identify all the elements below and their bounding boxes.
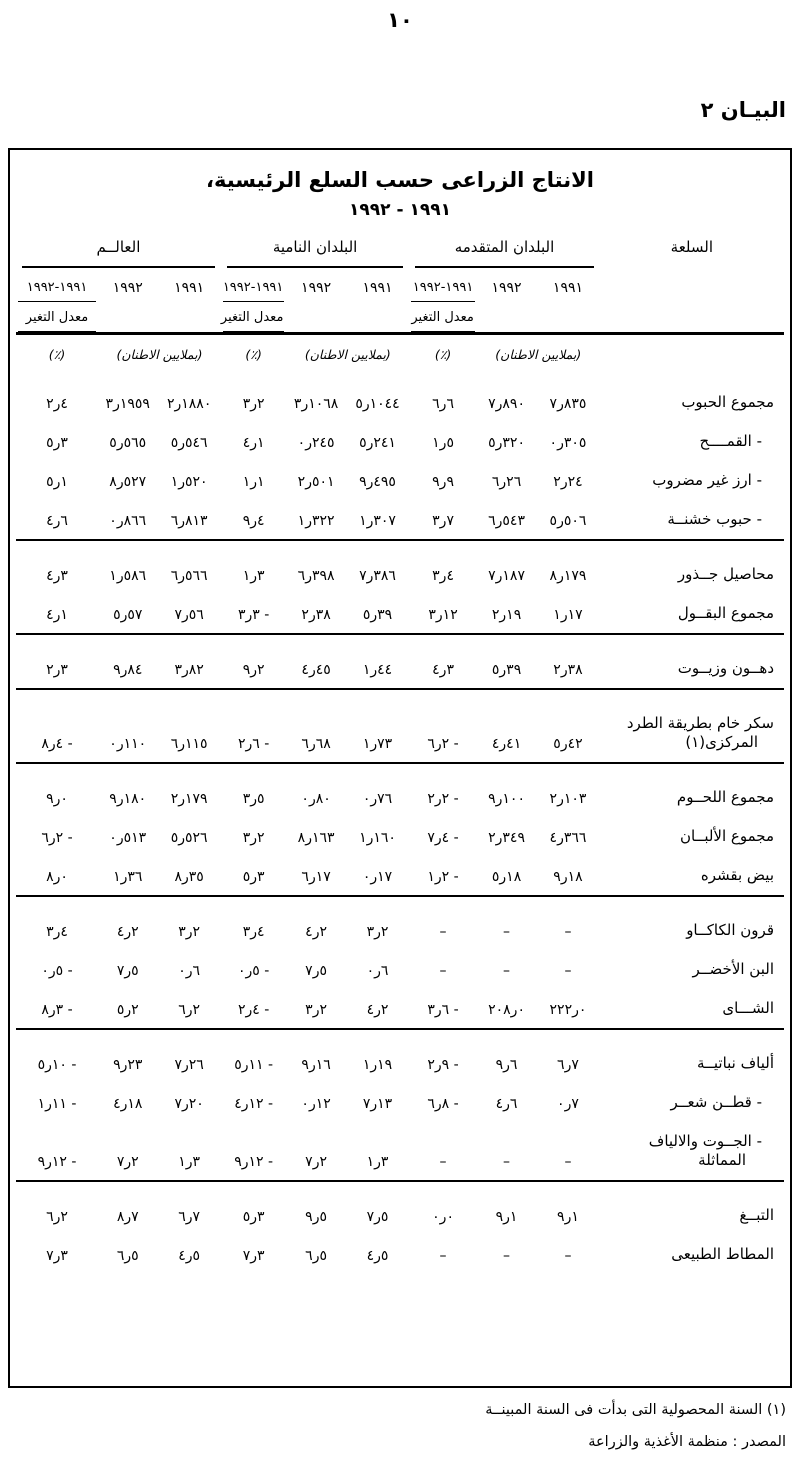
value-cell: – — [536, 896, 599, 950]
year-header-1991: ١٩٩١ — [362, 280, 393, 296]
value-cell: ٥٠١ر٢ — [297, 474, 335, 490]
commodity-label: محاصيل جــذور — [600, 540, 784, 594]
year-range-label: ١٩٩١-١٩٩٢ — [223, 268, 285, 302]
value-cell: ١٠٣ر٢ — [536, 763, 599, 817]
value-cell: ٣٥ر٨ — [174, 869, 204, 885]
value-cell: ١٨٧ر٧ — [477, 540, 536, 594]
value-cell: ٣٩٨ر٦ — [286, 540, 345, 594]
change-column-header — [409, 268, 477, 334]
value-cell: – — [564, 1154, 572, 1170]
value-cell: ٨٤ر٩ — [98, 634, 157, 689]
value-cell: ٥ر٤ — [178, 1248, 201, 1264]
value-cell: ٠ر٢٢٢ — [549, 1002, 587, 1018]
value-cell: ٥٦ر٧ — [174, 607, 204, 623]
value-cell: – — [439, 1154, 447, 1170]
value-cell: ٥١٣ر٠ — [109, 830, 147, 846]
commodity-label: بيض بقشره — [700, 866, 774, 884]
value-cell: ٢ر٣ — [242, 396, 265, 412]
value-cell: ٣ر٤ — [409, 634, 477, 689]
commodity-label: سكر خام بطريقة الطرد المركزى(١) — [600, 689, 784, 763]
value-cell: ١٧٩ر٨ — [536, 540, 599, 594]
year-header-1991: ١٩٩١ — [552, 280, 583, 296]
change-column-header — [16, 268, 98, 334]
value-cell: ٢ر٤ — [286, 896, 345, 950]
commodity-label: التبــغ — [600, 1181, 784, 1235]
value-cell: - ٢ر٢ — [409, 763, 477, 817]
value-cell: ٢٤١ر٥ — [359, 435, 396, 451]
value-cell: ٣٠٧ر١ — [359, 513, 396, 529]
value-cell: ٦ر٤ — [495, 1096, 518, 1112]
value-cell: - ١١ر١ — [37, 1096, 77, 1112]
value-cell: ١٢ر٣ — [428, 607, 458, 623]
value-cell: ٣٦ر١ — [113, 869, 143, 885]
value-cell: ٦ر٠ — [366, 963, 389, 979]
value-cell: ٢ر٦ — [16, 1181, 98, 1235]
value-cell: ٣٦٦ر٤ — [549, 830, 587, 846]
value-cell: ١٠٤٤ر٥ — [355, 396, 400, 412]
value-cell: ٤ر٣ — [409, 540, 477, 594]
value-cell: ٣ر٥ — [242, 869, 265, 885]
value-cell: ٥٧ر٥ — [113, 607, 143, 623]
value-cell: ٥ر٣ — [221, 763, 287, 817]
value-cell: ٨٢ر٣ — [157, 634, 220, 689]
value-cell: ٩ر٩ — [432, 474, 454, 490]
value-cell: ١٨ر٤ — [113, 1096, 143, 1112]
data-table — [16, 234, 784, 1274]
value-cell: – — [409, 896, 477, 950]
value-cell: ٨٣٥ر٧ — [549, 396, 587, 412]
value-cell: – — [503, 1154, 511, 1170]
value-cell: - ٢ر١ — [427, 869, 459, 885]
value-cell: ٠ر٨ — [46, 869, 68, 885]
value-cell: ٢ر٤ — [366, 1002, 389, 1018]
value-cell: ٣٠٥ر٠ — [549, 435, 587, 451]
value-cell: - ٤ر٧ — [427, 830, 459, 846]
table-row — [16, 817, 784, 856]
value-cell: – — [439, 963, 447, 979]
value-cell: ١٩ر٢ — [491, 607, 522, 623]
commodity-label: - القمــــح — [699, 432, 762, 450]
table-row — [16, 540, 784, 594]
table-row — [16, 500, 784, 540]
value-cell: ٥ر٧ — [346, 1181, 409, 1235]
value-cell: ٣ر٥ — [46, 435, 68, 451]
value-cell: ٥ر٩ — [286, 1181, 345, 1235]
value-cell: ٤ر٢ — [46, 396, 68, 412]
value-cell: – — [503, 963, 511, 979]
units-tons-label: (بملايين الاطنان) — [477, 334, 600, 367]
value-cell: ٢ر٦ — [178, 1002, 201, 1018]
value-cell: ٤ر٣ — [16, 896, 98, 950]
page-number: ١٠ — [387, 8, 413, 32]
value-cell: ٧ر٦ — [536, 1029, 599, 1083]
value-cell: ٥٨٦ر١ — [98, 540, 157, 594]
table-row — [16, 461, 784, 500]
value-cell: - ٢ر٦ — [41, 830, 73, 846]
units-percent-label: (٪) — [409, 334, 477, 367]
group-label: البلدان المتقدمه — [415, 234, 593, 268]
table-row — [16, 634, 784, 689]
table-row — [16, 1181, 784, 1235]
value-cell: ٥ر٦ — [116, 1248, 139, 1264]
value-cell: ٣ر١ — [178, 1154, 201, 1170]
group-header-developed — [409, 234, 599, 268]
value-cell: ٦ر٤ — [46, 513, 68, 529]
table-row — [16, 950, 784, 989]
value-cell: ١٩ر١ — [346, 1029, 409, 1083]
value-cell: – — [503, 1248, 511, 1264]
value-cell: ٥ر٧ — [305, 963, 327, 979]
value-cell: - ٩ر٢ — [409, 1029, 477, 1083]
footnote-1: (١) السنة المحصولية التى بدأت فى السنة المبينــة — [485, 1402, 786, 1418]
value-cell: ٣ر٢ — [16, 634, 98, 689]
value-cell: - ٥ر٠ — [41, 963, 73, 979]
table-row — [16, 896, 784, 950]
commodity-label: - قطــن شعــر — [670, 1093, 762, 1111]
table-frame — [8, 148, 792, 1388]
value-cell: ٤١ر٤ — [477, 689, 536, 763]
value-cell: ١ر٩ — [477, 1181, 536, 1235]
value-cell: ٤٩٥ر٩ — [359, 474, 396, 490]
commodity-label: مجموع البقــول — [677, 604, 774, 622]
group-header-world — [16, 234, 221, 268]
value-cell: ٦ر٠ — [178, 963, 201, 979]
change-rate-label: معدل التغير — [223, 302, 285, 332]
value-cell: - ١٢ر٩ — [37, 1154, 77, 1170]
value-cell: ١٦٠ر١ — [359, 830, 396, 846]
value-cell: – — [439, 1248, 447, 1264]
value-cell: ٣٩ر٥ — [362, 607, 393, 623]
value-cell: ١٢ر٠ — [301, 1096, 331, 1112]
source-note: المصدر : منظمة الأغذية والزراعة — [588, 1434, 786, 1450]
value-cell: ١ر٤ — [242, 435, 265, 451]
value-cell: ٢ر٣ — [346, 896, 409, 950]
units-percent-label: (٪) — [16, 334, 98, 367]
value-cell: ١١٥ر٦ — [157, 689, 220, 763]
units-row — [16, 334, 784, 367]
value-cell: ١ر٩ — [536, 1181, 599, 1235]
value-cell: ١ر١ — [242, 474, 265, 490]
change-column-header — [221, 268, 287, 334]
table-title: الانتاج الزراعى حسب السلع الرئيسية، — [206, 168, 594, 192]
value-cell: ١٨ر٥ — [491, 869, 522, 885]
value-cell: ٣ر١ — [366, 1154, 389, 1170]
value-cell: - ٣ر٣ — [237, 607, 270, 623]
value-cell: ٢٤٥ر٠ — [297, 435, 335, 451]
value-cell: ١ر٤ — [46, 607, 68, 623]
value-cell: - ١١ر٥ — [221, 1029, 287, 1083]
value-cell: ٣ر١ — [221, 540, 287, 594]
value-cell: ٥٦٦ر٦ — [157, 540, 220, 594]
value-cell: ٣ر٥ — [221, 1181, 287, 1235]
value-cell: ٣ر٤ — [16, 540, 98, 594]
value-cell: ٥ر٦ — [305, 1248, 327, 1264]
value-cell: - ١٠ر٥ — [16, 1029, 98, 1083]
table-row — [16, 366, 784, 422]
year-range-label: ١٩٩١-١٩٩٢ — [411, 268, 475, 302]
units-tons-label: (بملايين الاطنان) — [286, 334, 409, 367]
value-cell: ٨٩٠ر٧ — [488, 396, 525, 412]
value-cell: ٢٦ر٧ — [157, 1029, 220, 1083]
value-cell: ٦ر٩ — [477, 1029, 536, 1083]
value-cell: ٧ر٨ — [98, 1181, 157, 1235]
value-cell: – — [477, 896, 536, 950]
units-percent-label: (٪) — [221, 334, 287, 367]
group-header-developing — [221, 234, 409, 268]
table-body — [16, 366, 784, 1274]
value-cell: ٧٣ر١ — [346, 689, 409, 763]
value-cell: ٢ر٤ — [98, 896, 157, 950]
value-cell: ٣ر٧ — [242, 1248, 265, 1264]
value-cell: ٣٢٠ر٥ — [488, 435, 525, 451]
value-cell: ٥ر٧ — [116, 963, 139, 979]
year-header-1992: ١٩٩٢ — [491, 280, 522, 296]
value-cell: ٥٢٠ر١ — [170, 474, 208, 490]
table-row — [16, 1029, 784, 1083]
year-header-1991: ١٩٩١ — [174, 280, 205, 296]
value-cell: ١٦٣ر٨ — [297, 830, 335, 846]
value-cell: ٧٦ر٠ — [346, 763, 409, 817]
value-cell: ٢ر٣ — [305, 1002, 327, 1018]
value-cell: ٧ر٣ — [432, 513, 454, 529]
value-cell: - ٤ر٨ — [16, 689, 98, 763]
year-header-1992: ١٩٩٢ — [301, 280, 332, 296]
value-cell: ٣ر٧ — [46, 1248, 68, 1264]
group-label: البلدان النامية — [227, 234, 403, 268]
value-cell: ٢ر٥ — [116, 1002, 139, 1018]
value-cell: ١٨٠ر٩ — [98, 763, 157, 817]
value-cell: ٣٤٩ر٢ — [488, 830, 525, 846]
table-row — [16, 1122, 784, 1181]
value-cell: ١٦ر٩ — [286, 1029, 345, 1083]
value-cell: - ٥ر٠ — [237, 963, 270, 979]
commodity-label: قرون الكاكــاو — [600, 896, 784, 950]
value-cell: ٥٤٣ر٦ — [488, 513, 525, 529]
change-rate-label: معدل التغير — [18, 302, 96, 332]
value-cell: ٣٨٦ر٧ — [346, 540, 409, 594]
value-cell: ٦٨ر٦ — [286, 689, 345, 763]
value-cell: ١٨٨٠ر٢ — [166, 396, 212, 412]
value-cell: ١١٠ر٠ — [98, 689, 157, 763]
year-header-1992: ١٩٩٢ — [112, 280, 143, 296]
value-cell: ٢٤ر٢ — [553, 474, 583, 490]
value-cell: ٥٦٥ر٥ — [109, 435, 147, 451]
value-cell: ١٧٩ر٢ — [157, 763, 220, 817]
value-cell: ٠ر٩ — [16, 763, 98, 817]
value-cell: ٤ر٩ — [242, 513, 265, 529]
value-cell: ٢٠ر٧ — [174, 1096, 204, 1112]
value-cell: ٠ر٢٠٨ — [488, 1002, 525, 1018]
value-cell: ٨٦٦ر٠ — [109, 513, 147, 529]
value-cell: ٢ر٣ — [157, 896, 220, 950]
commodity-label: مجموع الألبــان — [679, 827, 774, 845]
value-cell: – — [564, 963, 572, 979]
value-cell: ٢ر٧ — [305, 1154, 327, 1170]
value-cell: ٥٤٦ر٥ — [170, 435, 208, 451]
value-cell: – — [564, 1248, 572, 1264]
value-cell: ١٨ر٩ — [553, 869, 583, 885]
value-cell: - ١٢ر٤ — [234, 1096, 274, 1112]
value-cell: - ٢ر٦ — [409, 689, 477, 763]
value-cell: ٠ر٠ — [409, 1181, 477, 1235]
table-row — [16, 856, 784, 896]
value-cell: ٣٨ر٢ — [536, 634, 599, 689]
value-cell: ٢٦ر٦ — [491, 474, 522, 490]
commodity-header-label: السلعة — [670, 238, 714, 256]
commodity-label: البن الأخضــر — [692, 960, 774, 978]
value-cell: - ٦ر٢ — [221, 689, 287, 763]
value-cell: ٢ر٩ — [221, 634, 287, 689]
group-label: العالــم — [22, 234, 215, 268]
commodity-label: مجموع اللحــوم — [600, 763, 784, 817]
commodity-label: - الجــوت والالياف المماثلة — [648, 1132, 762, 1169]
value-cell: - ٨ر٦ — [427, 1096, 459, 1112]
value-cell: ٢ر٣ — [242, 830, 265, 846]
value-cell: ١٧ر٦ — [301, 869, 331, 885]
commodity-label: - حبوب خشنــة — [667, 510, 762, 528]
change-rate-label: معدل التغير — [411, 302, 475, 332]
value-cell: ٣٢٢ر١ — [297, 513, 335, 529]
value-cell: ٢ر٧ — [116, 1154, 139, 1170]
value-cell: ٥ر٤ — [366, 1248, 389, 1264]
commodity-label: دهــون وزيــوت — [600, 634, 784, 689]
value-cell: ٦ر٦ — [432, 396, 454, 412]
commodity-column-header — [600, 234, 784, 334]
value-cell: - ٤ر٢ — [237, 1002, 270, 1018]
value-cell: ١٩٥٩ر٣ — [105, 396, 150, 412]
value-cell: ٤٢ر٥ — [536, 689, 599, 763]
value-cell: ٥٠٦ر٥ — [549, 513, 587, 529]
value-cell: ١٠٠ر٩ — [477, 763, 536, 817]
value-cell: ٧ر٦ — [157, 1181, 220, 1235]
commodity-label: الشـــاى — [722, 999, 774, 1017]
table-row — [16, 763, 784, 817]
commodity-label: مجموع الحبوب — [681, 393, 774, 411]
value-cell: ١٣ر٧ — [362, 1096, 393, 1112]
commodity-label: ألياف نباتيــة — [600, 1029, 784, 1083]
value-cell: ٤٥ر٤ — [286, 634, 345, 689]
value-cell: ١٠٦٨ر٣ — [293, 396, 339, 412]
units-tons-label: (بملايين الاطنان) — [98, 334, 221, 367]
value-cell: ١٧ر١ — [553, 607, 583, 623]
value-cell: ١ر٥ — [46, 474, 68, 490]
commodity-label: المطاط الطبيعى — [671, 1245, 774, 1263]
group-header-row — [16, 234, 784, 268]
value-cell: - ١٢ر٩ — [234, 1154, 274, 1170]
value-cell: ٧ر٠ — [557, 1096, 579, 1112]
units-spacer — [600, 334, 784, 367]
value-cell: - ٦ر٣ — [427, 1002, 459, 1018]
value-cell: ٤ر٣ — [221, 896, 287, 950]
value-cell: ٢٣ر٩ — [98, 1029, 157, 1083]
commodity-label: - ارز غير مضروب — [652, 471, 762, 489]
value-cell: ٣٨ر٢ — [301, 607, 331, 623]
table-row — [16, 422, 784, 461]
table-subtitle: ١٩٩١ - ١٩٩٢ — [349, 200, 451, 220]
value-cell: - ٣ر٨ — [41, 1002, 73, 1018]
value-cell: ٨٠ر٠ — [286, 763, 345, 817]
table-row — [16, 689, 784, 763]
value-cell: ٥٢٦ر٥ — [170, 830, 208, 846]
year-range-label: ١٩٩١-١٩٩٢ — [18, 268, 96, 302]
value-cell: ٥ر١ — [432, 435, 454, 451]
table-row — [16, 1083, 784, 1122]
value-cell: ٤٤ر١ — [346, 634, 409, 689]
table-row — [16, 989, 784, 1029]
value-cell: ١٧ر٠ — [362, 869, 393, 885]
table-row — [16, 594, 784, 634]
value-cell: ٥٢٧ر٨ — [109, 474, 147, 490]
table-row — [16, 1235, 784, 1274]
value-cell: ٣٩ر٥ — [477, 634, 536, 689]
statement-label: البيـان ٢ — [700, 98, 786, 122]
value-cell: ٨١٣ر٦ — [170, 513, 208, 529]
